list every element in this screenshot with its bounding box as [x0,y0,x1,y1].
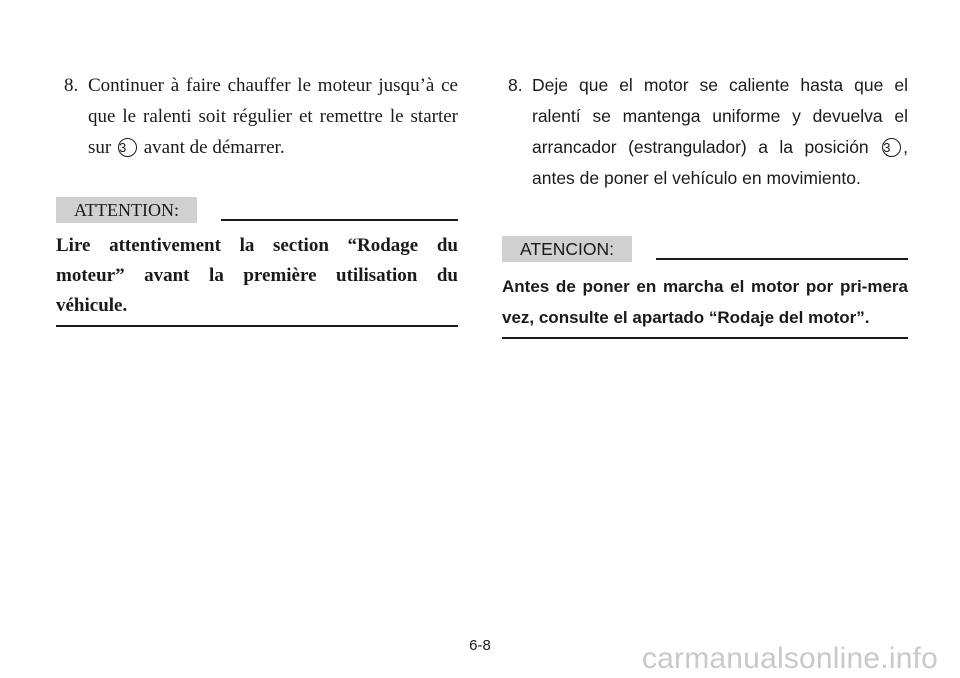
step-number: 8. [508,75,523,95]
attention-bottom-rule [56,325,458,327]
attention-body: Antes de poner en marcha el motor por pri-mera vez, consulte el apartado “Rodaje del motor”. [502,277,908,327]
french-column [56,70,458,327]
attention-body: Lire attentivement la section “Rodage du moteur” avant la première utilisation du véhicule. [56,235,458,316]
step-text-end: , antes de poner el vehículo en movimiento. [532,137,908,188]
attention-header [56,197,458,223]
attention-heading: ATTENTION: [56,197,197,223]
circled-reference-3: 3 [882,138,901,157]
watermark: carmanualsonline.info [641,642,938,675]
page-number: 6-8 [469,637,491,654]
step-text: Deje que el motor se caliente hasta que el ralentí se mantenga uniforme y devuelva el arrancador (estrangulador) a la posición [532,75,908,157]
step-text-end: avant de démarrer. [143,137,285,158]
circled-reference-3: 3 [118,138,137,157]
attention-notice-fr [56,197,458,327]
attention-heading: ATENCION: [502,236,632,262]
attention-top-rule [221,219,458,221]
attention-top-rule [656,258,908,260]
step-8-fr [56,70,458,163]
attention-header [502,236,908,262]
spanish-column [502,70,908,339]
attention-bottom-rule [502,337,908,339]
step-8-es [502,70,908,194]
step-text: Continuer à faire chauffer le moteur jusqu’à ce que le ralenti soit régulier et remettre le starter sur [88,75,458,158]
step-number: 8. [64,75,79,96]
attention-notice-es [502,236,908,339]
